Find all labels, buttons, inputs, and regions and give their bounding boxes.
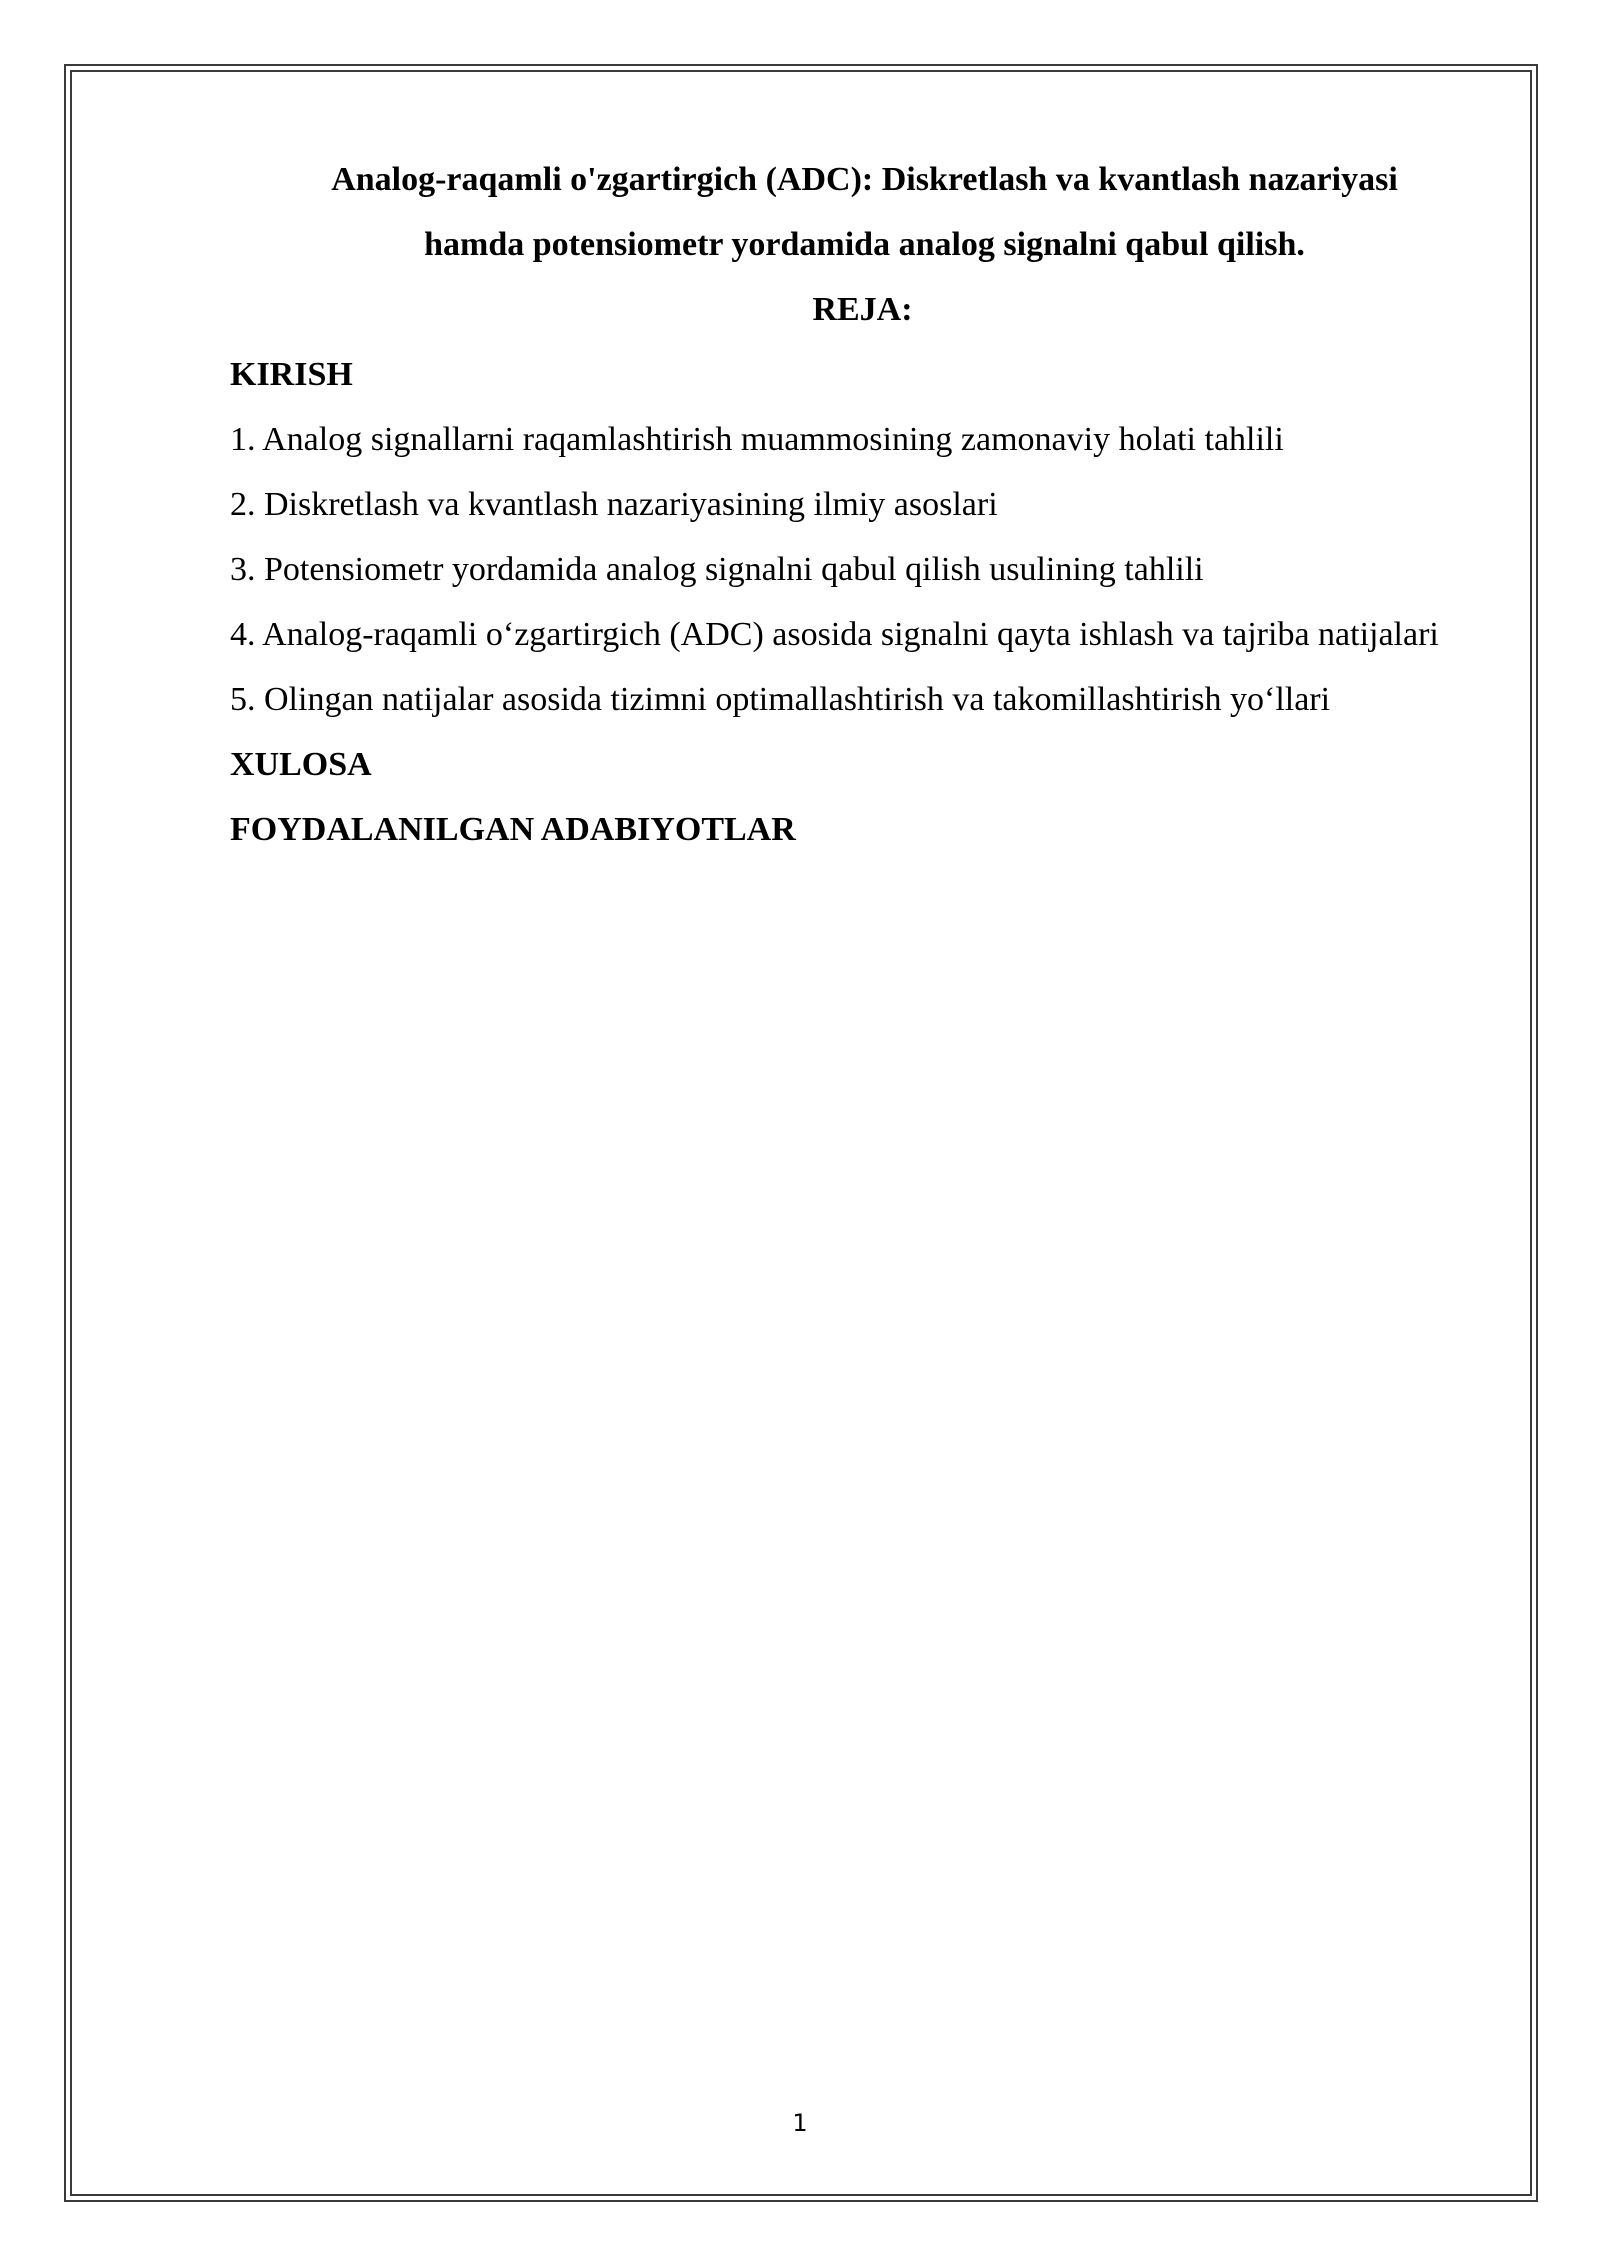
document-title-line-2: hamda potensiometr yordamida analog signalni qabul qilish. xyxy=(424,226,1305,263)
document-body xyxy=(230,147,1495,862)
conclusion-heading: XULOSA xyxy=(230,746,372,783)
page-number: 1 xyxy=(792,2109,808,2137)
plan-item-3: 3. Potensiometr yordamida analog signalni qabul qilish usulining tahlili xyxy=(230,551,1204,588)
plan-heading: REJA: xyxy=(812,291,913,328)
plan-item-5: 5. Olingan natijalar asosida tizimni optimallashtirish va takomillashtirish yo‘llari xyxy=(230,681,1331,718)
plan-item-1: 1. Analog signallarni raqamlashtirish muammosining zamonaviy holati tahlili xyxy=(230,421,1284,458)
intro-heading: KIRISH xyxy=(230,356,353,393)
plan-item-4: 4. Analog-raqamli o‘zgartirgich (ADC) asosida signalni qayta ishlash va tajriba natijalari xyxy=(230,616,1439,653)
document-title-line-1: Analog-raqamli o'zgartirgich (ADC): Diskretlash va kvantlash nazariyasi xyxy=(331,161,1398,198)
document-title xyxy=(230,147,1495,277)
references-heading: FOYDALANILGAN ADABIYOTLAR xyxy=(230,811,796,848)
plan-item-2: 2. Diskretlash va kvantlash nazariyasining ilmiy asoslari xyxy=(230,486,998,523)
